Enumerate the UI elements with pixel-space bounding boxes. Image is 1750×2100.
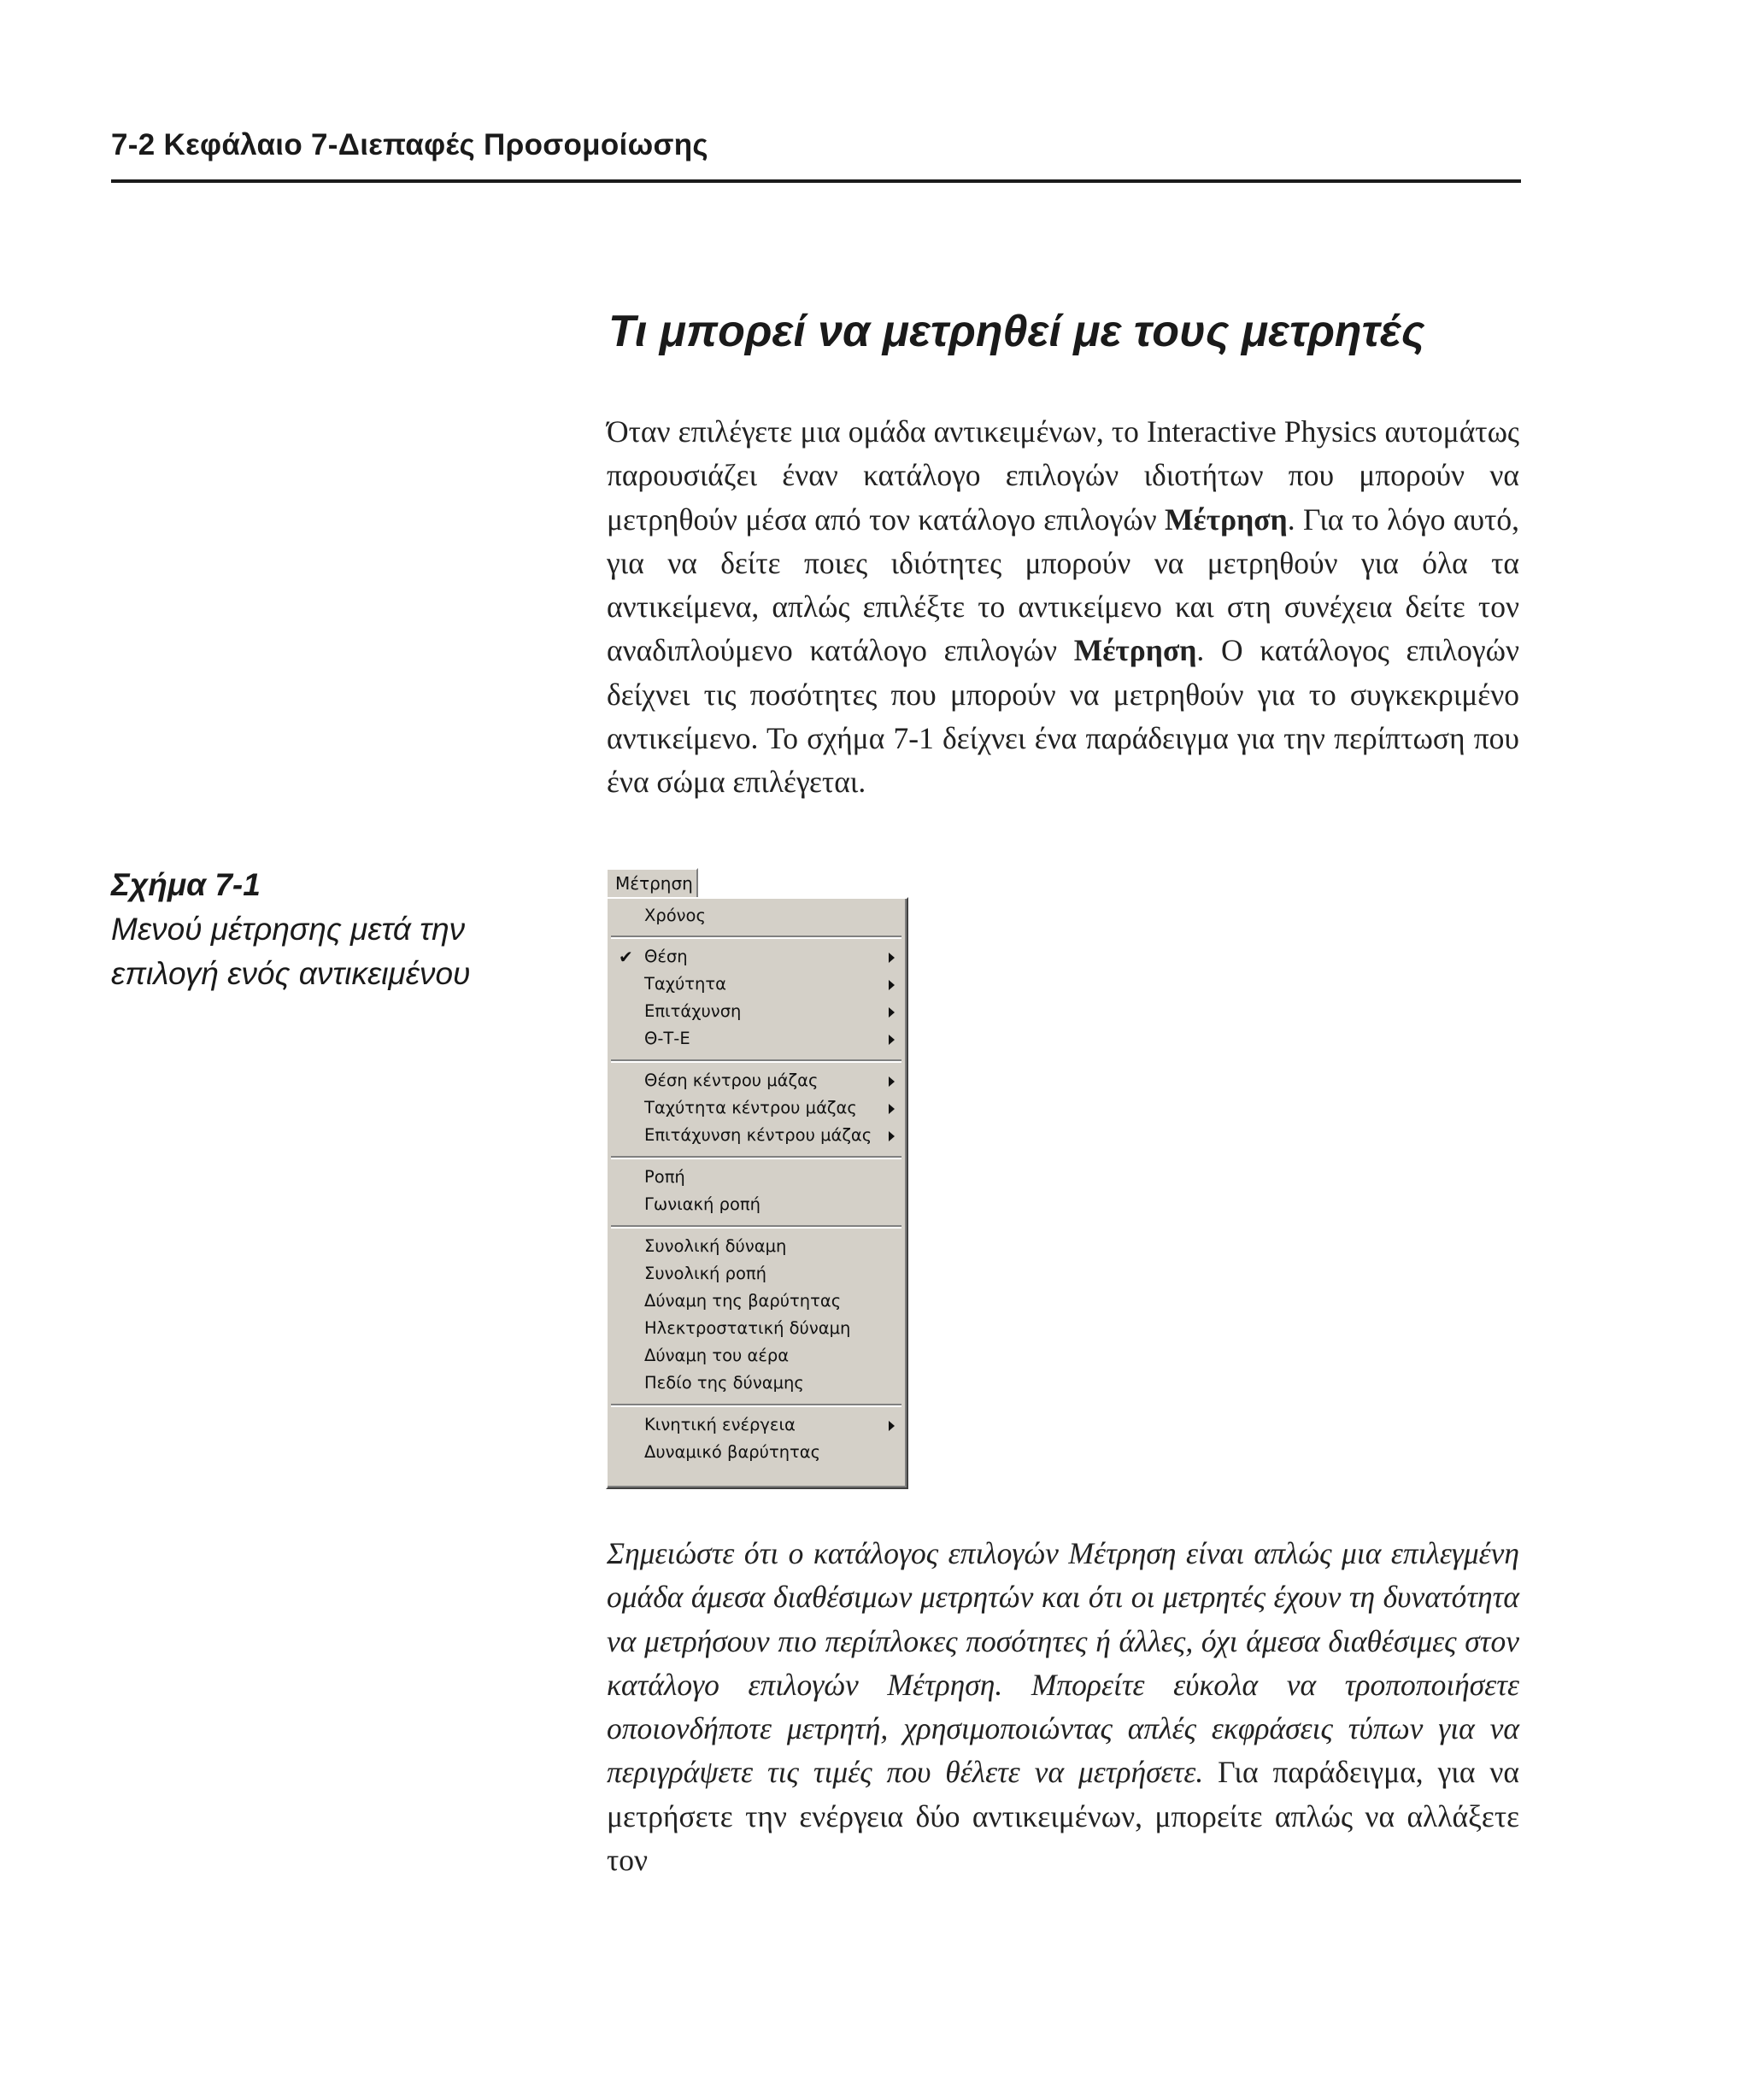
menu-item-label: Ηλεκτροστατική δύναμη: [644, 1318, 851, 1338]
para1-bold-a: Μέτρηση: [1165, 502, 1288, 537]
caption-line-2: επιλογή ενός αντικειμένου: [111, 956, 471, 991]
menu-item[interactable]: [608, 971, 907, 998]
menu-item[interactable]: [608, 998, 907, 1025]
menu-item[interactable]: [608, 1315, 907, 1342]
submenu-arrow-icon: [889, 980, 895, 990]
para1-bold-b: Μέτρηση: [1073, 633, 1197, 668]
paragraph-1: [607, 410, 1519, 805]
menu-item-label: Δυναμικό βαρύτητας: [644, 1442, 821, 1462]
menu-separator: [611, 1225, 901, 1229]
menu-item[interactable]: [608, 943, 907, 971]
submenu-arrow-icon: [889, 1104, 895, 1114]
para1-text-b: . Για το λόγο αυτό, για να δείτε ποιες ιδιότητες μπορούν να μετρηθούν για όλα τα αντικείμενα, απλώς επιλέξτε το αντικείμενο και στη συνέχεια δείτε τον αναδιπλούμενο κατάλογο επιλογών: [607, 502, 1519, 668]
menu-item[interactable]: [608, 1122, 907, 1149]
menu-item[interactable]: [608, 1067, 907, 1094]
checkmark-icon: ✔: [619, 947, 633, 967]
submenu-arrow-icon: [889, 1076, 895, 1087]
menu-item[interactable]: [608, 1260, 907, 1288]
menu-item-label: Πεδίο της δύναμης: [644, 1373, 804, 1393]
menu-item-label: Επιτάχυνση: [644, 1001, 742, 1021]
submenu-arrow-icon: [889, 1421, 895, 1431]
menu-item[interactable]: [608, 1191, 907, 1218]
measure-menu-title[interactable]: Μέτρηση: [606, 868, 698, 897]
menu-item-label: Δύναμη του αέρα: [644, 1346, 790, 1365]
caption-line-1: Μενού μέτρησης μετά την: [111, 912, 466, 947]
menu-item[interactable]: [608, 1411, 907, 1439]
para2-italic-text: Σημειώστε ότι ο κατάλογος επιλογών Μέτρηση είναι απλώς μια επιλεγμένη ομάδα άμεσα διαθέσιμων μετρητών και ότι οι μετρητές έχουν τη δυνατότητα να μετρήσουν πιο περίπλοκες ποσότητες ή άλλες, όχι άμεσα διαθέσιμες στον κατάλογο επιλογών Μέτρηση. Μπορείτε εύκολα να τροποποιήσετε οποιονδήποτε μετρητή, χρησιμοποιώντας απλές εκφράσεις τύπων για να περιγράψετε τις τιμές που θέλετε να μετρήσετε.: [607, 1536, 1519, 1790]
submenu-arrow-icon: [889, 953, 895, 963]
para1-text-a: Όταν επιλέγετε μια ομάδα αντικειμένων, το Interactive Physics αυτομάτως παρουσιάζει έναν κατάλογο επιλογών ιδιοτήτων που μπορούν να μετρηθούν μέσα από τον κατάλογο επιλογών: [607, 414, 1519, 537]
menu-separator: [611, 936, 901, 939]
menu-item-label: Χρόνος: [644, 906, 706, 925]
menu-item-label: Συνολική δύναμη: [644, 1236, 787, 1256]
menu-item-label: Ταχύτητα κέντρου μάζας: [644, 1098, 857, 1117]
menu-item-label: Επιτάχυνση κέντρου μάζας: [644, 1125, 872, 1145]
menu-item[interactable]: [608, 902, 907, 930]
submenu-arrow-icon: [889, 1007, 895, 1018]
paragraph-2: [607, 1532, 1519, 1882]
menu-item-label: Δύναμη της βαρύτητας: [644, 1291, 842, 1311]
menu-item-label: Θ-Τ-Ε: [644, 1029, 690, 1048]
submenu-arrow-icon: [889, 1131, 895, 1141]
menu-item-label: Γωνιακή ροπή: [644, 1194, 760, 1214]
page-header: 7-2 Κεφάλαιο 7-Διεπαφές Προσομοίωσης: [111, 128, 708, 161]
caption-title: Σχήμα 7-1: [111, 867, 261, 902]
menu-item-label: Συνολική ροπή: [644, 1264, 767, 1283]
header-rule: [111, 179, 1521, 183]
menu-item[interactable]: [608, 1342, 907, 1370]
menu-item-label: Θέση: [644, 947, 688, 966]
menu-item[interactable]: [608, 1094, 907, 1122]
menu-separator: [611, 1404, 901, 1407]
menu-item[interactable]: [608, 1439, 907, 1466]
figure-caption: [111, 863, 470, 996]
menu-separator: [611, 1059, 901, 1063]
measure-menu-dropdown: [606, 897, 908, 1489]
menu-item[interactable]: [608, 1370, 907, 1397]
menu-item[interactable]: [608, 1025, 907, 1053]
menu-item[interactable]: [608, 1233, 907, 1260]
menu-item[interactable]: [608, 1288, 907, 1315]
para1-text-c: . Ο κατάλογος επιλογών δείχνει τις ποσότητες που μπορούν να μετρηθούν για το συγκεκριμένο αντικείμενο. Το σχήμα 7-1 δείχνει ένα παράδειγμα για την περίπτωση που ένα σώμα επιλέγεται.: [607, 633, 1519, 800]
para2-normal-text: Για παράδειγμα, για να μετρήσετε την ενέργεια δύο αντικειμένων, μπορείτε απλώς να αλλάξετε τον: [607, 1755, 1519, 1878]
submenu-arrow-icon: [889, 1035, 895, 1045]
menu-item-label: Ροπή: [644, 1167, 685, 1187]
menu-item-label: Θέση κέντρου μάζας: [644, 1071, 819, 1090]
menu-separator: [611, 1156, 901, 1159]
menu-item-label: Κινητική ενέργεια: [644, 1415, 796, 1434]
menu-item-label: Ταχύτητα: [644, 974, 727, 994]
section-title: Τι μπορεί να μετρηθεί με τους μετρητές: [608, 307, 1425, 356]
measure-menu-figure: [606, 868, 909, 1476]
menu-item[interactable]: [608, 1164, 907, 1191]
